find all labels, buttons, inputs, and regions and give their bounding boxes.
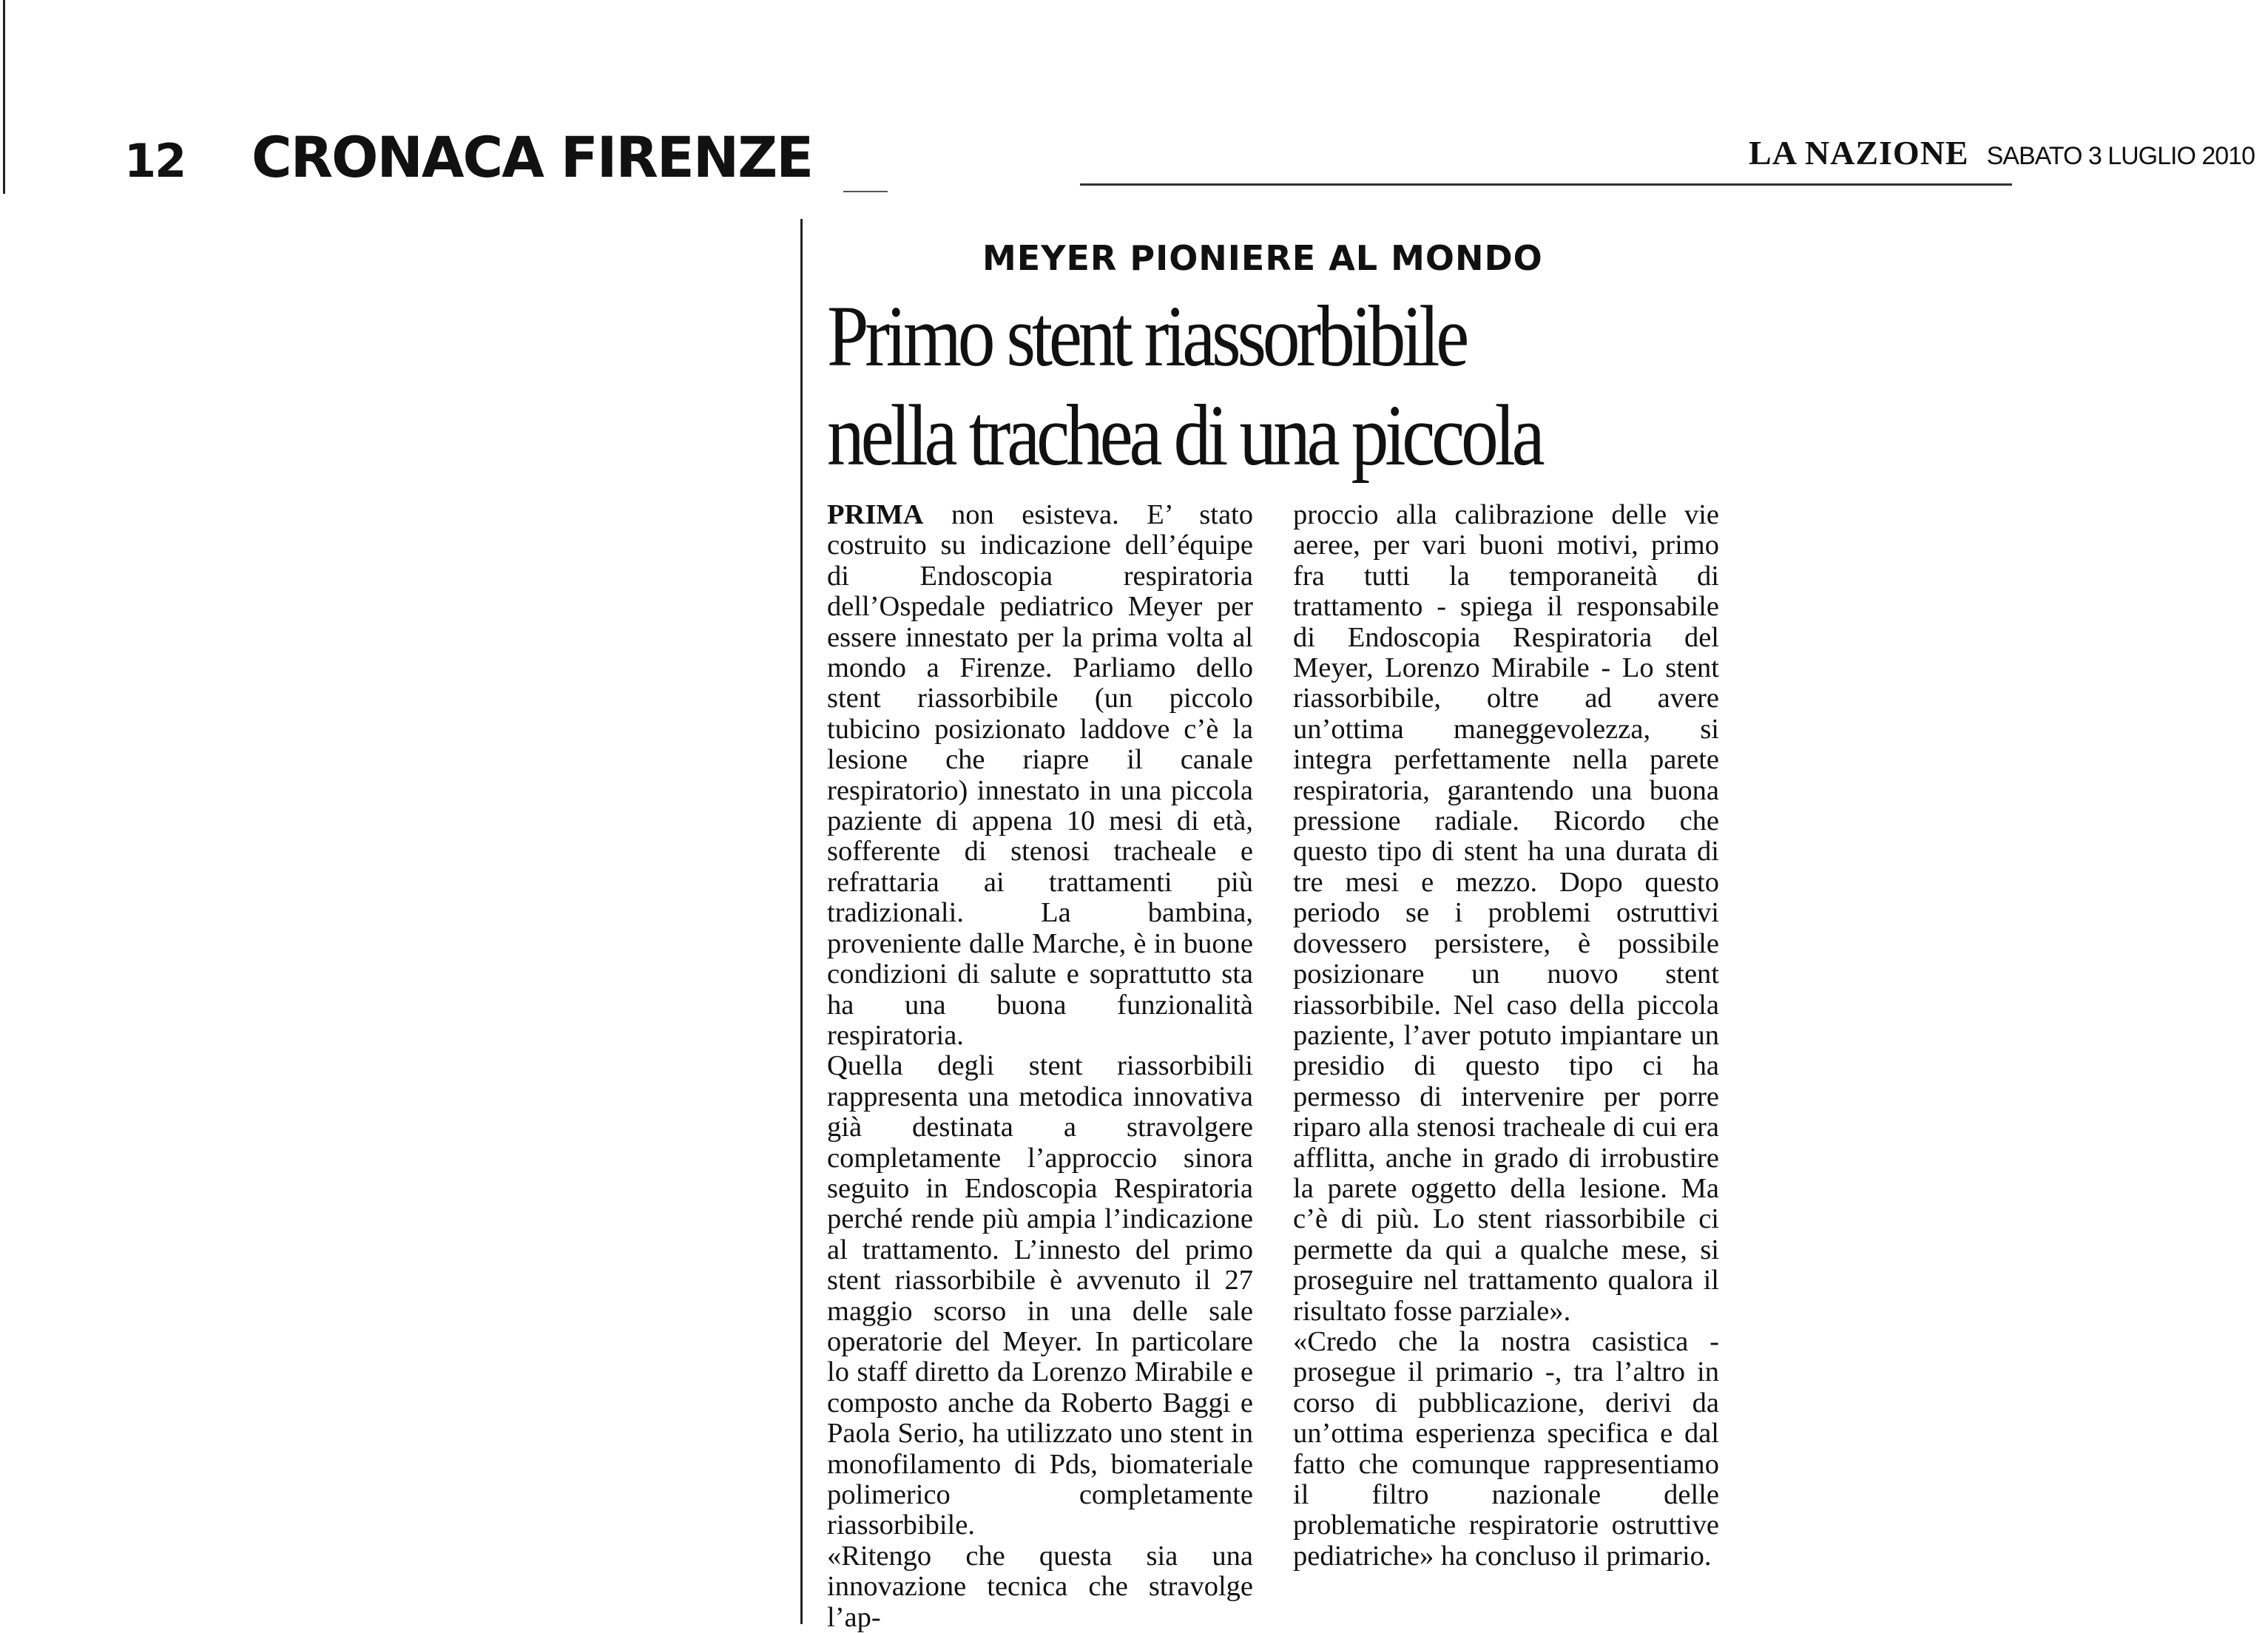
article-paragraph: «Credo che la nostra casistica - prosegue il primario -, tra l’altro in corso di pubblicazione, derivi da un’ottima esperienza specifica e dal fatto che comunque rappresentiamo il filtro nazionale delle problematiche respiratorie ostruttive pediatriche» ha concluso il primario. [1293, 1325, 1719, 1572]
newspaper-masthead: LA NAZIONE [1749, 134, 1969, 172]
header-rule [1080, 183, 2012, 186]
page-number: 12 [124, 134, 186, 188]
page-edge-line [3, 0, 5, 194]
page-header-left [124, 124, 824, 190]
header-rule-short [843, 191, 888, 192]
lead-word: PRIMA [827, 499, 924, 530]
column-rule [800, 219, 803, 1624]
article-column-2 [1293, 500, 1719, 1572]
paragraph-text: non esisteva. E’ stato costruito su indicazione dell’équipe di Endoscopia respiratoria dell’Ospedale pediatrico Meyer per essere innestato per la prima volta al mondo a Firenze. Parliamo dello stent riassorbibile (un piccolo tubicino posizionato laddove c’è la lesione che riapre il canale respiratorio) innestato in una piccola paziente di appena 10 mesi di età, sofferente di stenosi tracheale e refrattaria ai trattamenti più tradizionali. La bambina, proveniente dalle Marche, è in buone condizioni di salute e soprattutto sta ha una buona funzionalità respiratoria. [827, 499, 1253, 1051]
headline-line-1: Primo stent riassorbibile [827, 288, 1466, 385]
issue-date: SABATO 3 LUGLIO 2010 [1986, 142, 2255, 170]
article-paragraph: Quella degli stent riassorbibili rappresenta una metodica innovativa già destinata a stravolgere completamente l’approccio sinora seguito in Endoscopia Respiratoria perché rende più ampia l’indicazione al trattamento. L’innesto del primo stent riassorbibile è avvenuto il 27 maggio scorso in una delle sale operatorie del Meyer. In particolare lo staff diretto da Lorenzo Mirabile e composto anche da Roberto Baggi e Paola Serio, ha utilizzato uno stent in monofilamento di Pds, biomateriale polimerico completamente riassorbibile. [827, 1050, 1253, 1541]
headline-line-2: nella trachea di una piccola [827, 387, 1542, 484]
section-title: CRONACA FIRENZE [252, 124, 813, 190]
article-kicker: MEYER PIONIERE AL MONDO [982, 238, 1543, 278]
page-header-right [1749, 133, 2255, 172]
article-paragraph: «Ritengo che questa sia una innovazione tecnica che stravolge l’ap- [827, 1540, 1253, 1633]
article-paragraph [827, 500, 1253, 1051]
article-column-1 [827, 500, 1253, 1633]
article-headline [827, 287, 1658, 485]
article-paragraph: proccio alla calibrazione delle vie aeree, per vari buoni motivi, primo fra tutti la temporaneità di trattamento - spiega il responsabile di Endoscopia Respiratoria del Meyer, Lorenzo Mirabile - Lo stent riassorbibile, oltre ad avere un’ottima maneggevolezza, si integra perfettamente nella parete respiratoria, garantendo una buona pressione radiale. Ricordo che questo tipo di stent ha una durata di tre mesi e mezzo. Dopo questo periodo se i problemi ostruttivi dovessero persistere, è possibile posizionare un nuovo stent riassorbibile. Nel caso della piccola paziente, l’aver potuto impiantare un presidio di questo tipo ci ha permesso di intervenire per porre riparo alla stenosi tracheale di cui era afflitta, anche in grado di irrobustire la parete oggetto della lesione. Ma c’è di più. Lo stent riassorbibile ci permette da qui a qualche mese, si proseguire nel trattamento qualora il risultato fosse parziale». [1293, 499, 1719, 1327]
